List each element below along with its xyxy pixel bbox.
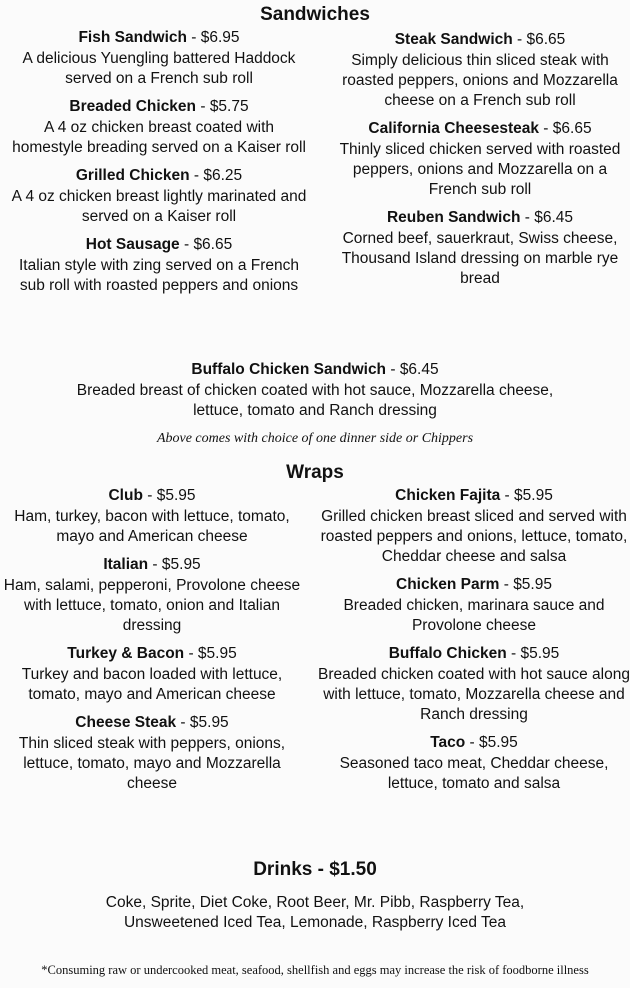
menu-item-separator: - bbox=[465, 734, 479, 751]
menu-item-description: Grilled chicken breast sliced and served with roasted peppers and onions, lettuce, tomato, Cheddar cheese and salsa bbox=[320, 508, 628, 565]
menu-item-description: A delicious Yuengling battered Haddock served on a French sub roll bbox=[22, 50, 296, 87]
menu-item-header bbox=[8, 166, 310, 185]
menu-item-separator: - bbox=[176, 714, 190, 731]
menu-item-separator: - bbox=[506, 645, 521, 662]
menu-item-name: Cheese Steak bbox=[75, 714, 177, 731]
menu-item-name: Steak Sandwich bbox=[394, 31, 513, 48]
menu-item-header bbox=[2, 713, 302, 732]
menu-item-name: Turkey & Bacon bbox=[67, 645, 185, 662]
menu-item-separator: - bbox=[186, 29, 201, 46]
menu-item-description: A 4 oz chicken breast lightly marinated and served on a Kaiser roll bbox=[11, 188, 307, 225]
menu-item-header bbox=[8, 28, 310, 47]
menu-item-price: $5.95 bbox=[156, 487, 196, 504]
featured-item-name: Buffalo Chicken Sandwich bbox=[191, 361, 387, 378]
menu-item-separator: - bbox=[499, 576, 514, 593]
menu-item-name: Hot Sausage bbox=[85, 236, 180, 253]
menu-item-price: $5.95 bbox=[514, 487, 553, 504]
menu-item bbox=[8, 166, 310, 227]
menu-item bbox=[8, 235, 310, 296]
menu-item-description: Thinly sliced chicken served with roasted peppers, onions and Mozzarella on a French sub roll bbox=[339, 141, 621, 198]
menu-item-name: Club bbox=[108, 487, 143, 504]
menu-item-separator: - bbox=[520, 209, 535, 226]
menu-item bbox=[318, 486, 630, 567]
menu-item-header bbox=[330, 208, 630, 227]
menu-item-separator: - bbox=[189, 167, 204, 184]
menu-item bbox=[2, 713, 302, 794]
menu-item-description: Ham, turkey, bacon with lettuce, tomato, mayo and American cheese bbox=[14, 508, 290, 545]
menu-item-price: $5.95 bbox=[161, 556, 201, 573]
menu-item-description: A 4 oz chicken breast coated with homestyle breading served on a Kaiser roll bbox=[12, 119, 306, 156]
menu-item-description: Italian style with zing served on a French sub roll with roasted peppers and onions bbox=[19, 257, 299, 294]
menu-item-header bbox=[2, 486, 302, 505]
menu-item-header bbox=[8, 97, 310, 116]
menu-item-description: Breaded chicken coated with hot sauce along with lettuce, tomato, Mozzarella cheese and Ranch dressing bbox=[318, 666, 630, 723]
sandwiches-heading: Sandwiches bbox=[260, 4, 370, 25]
wraps-heading: Wraps bbox=[286, 462, 344, 483]
menu-item-description: Breaded chicken, marinara sauce and Provolone cheese bbox=[343, 597, 605, 634]
menu-item-name: Buffalo Chicken bbox=[388, 645, 507, 662]
menu-item-price: $5.95 bbox=[189, 714, 229, 731]
menu-item-separator: - bbox=[179, 236, 194, 253]
featured-item bbox=[0, 360, 630, 421]
menu-item-name: Italian bbox=[103, 556, 149, 573]
menu-item bbox=[318, 575, 630, 636]
sides-note: Above comes with choice of one dinner side or Chippers bbox=[156, 431, 474, 446]
menu-item-price: $6.65 bbox=[526, 31, 566, 48]
wraps-left-column bbox=[2, 486, 302, 802]
menu-item-header bbox=[2, 644, 302, 663]
menu-item-header bbox=[318, 733, 630, 752]
menu-item-price: $5.75 bbox=[209, 98, 249, 115]
drinks-list bbox=[0, 893, 630, 933]
menu-item-separator: - bbox=[500, 487, 515, 504]
foodborne-illness-disclaimer: *Consuming raw or undercooked meat, seafood, shellfish and eggs may increase the risk of foodborne illness bbox=[41, 963, 589, 977]
menu-item-name: California Cheesesteak bbox=[368, 120, 539, 137]
menu-item-name: Chicken Fajita bbox=[395, 487, 501, 504]
menu-item-price: $6.95 bbox=[200, 29, 240, 46]
menu-item bbox=[2, 486, 302, 547]
menu-item-description: Turkey and bacon loaded with lettuce, tomato, mayo and American cheese bbox=[21, 666, 283, 703]
menu-item-price: $6.25 bbox=[203, 167, 243, 184]
menu-item bbox=[330, 208, 630, 289]
menu-item bbox=[8, 97, 310, 158]
menu-item-name: Fish Sandwich bbox=[78, 29, 187, 46]
menu-item-description: Thin sliced steak with peppers, onions, lettuce, tomato, mayo and Mozzarella cheese bbox=[18, 735, 286, 792]
menu-item-price: $5.95 bbox=[520, 645, 560, 662]
menu-item-price: $6.65 bbox=[193, 236, 233, 253]
featured-item-description: Breaded breast of chicken coated with hot sauce, Mozzarella cheese, lettuce, tomato and Ranch dressing bbox=[76, 382, 554, 419]
menu-item-name: Reuben Sandwich bbox=[386, 209, 521, 226]
menu-item-header bbox=[330, 119, 630, 138]
wraps-right-column bbox=[318, 486, 630, 802]
menu-item bbox=[8, 28, 310, 89]
drinks-list-text: Coke, Sprite, Diet Coke, Root Beer, Mr. Pibb, Raspberry Tea, Unsweetened Iced Tea, Lemonade, Raspberry Iced Tea bbox=[105, 894, 525, 931]
menu-item-header bbox=[318, 575, 630, 594]
menu-item-separator: - bbox=[512, 31, 527, 48]
menu-item-header bbox=[318, 486, 630, 505]
menu-item-header bbox=[2, 555, 302, 574]
sandwiches-right-column bbox=[330, 30, 630, 297]
menu-item-separator: - bbox=[184, 645, 198, 662]
menu-item-price: $6.45 bbox=[534, 209, 574, 226]
menu-item-name: Chicken Parm bbox=[396, 576, 500, 593]
menu-item-header bbox=[8, 235, 310, 254]
menu-item-header bbox=[330, 30, 630, 49]
menu-item-name: Grilled Chicken bbox=[75, 167, 190, 184]
menu-item-name: Taco bbox=[430, 734, 466, 751]
featured-item-separator: - bbox=[390, 361, 400, 378]
sandwiches-left-column bbox=[8, 28, 310, 304]
menu-item bbox=[318, 644, 630, 725]
menu-item-description: Seasoned taco meat, Cheddar cheese, lettuce, tomato and salsa bbox=[339, 755, 609, 792]
menu-item-description: Ham, salami, pepperoni, Provolone cheese with lettuce, tomato, onion and Italian dressing bbox=[3, 577, 301, 634]
menu-item-description: Simply delicious thin sliced steak with roasted peppers, onions and Mozzarella cheese on a French sub roll bbox=[342, 52, 618, 109]
menu-item-name: Breaded Chicken bbox=[69, 98, 197, 115]
featured-item-price: $6.45 bbox=[399, 361, 439, 378]
drinks-heading: Drinks - $1.50 bbox=[253, 859, 377, 880]
menu-item bbox=[330, 119, 630, 200]
menu-item-description: Corned beef, sauerkraut, Swiss cheese, Thousand Island dressing on marble rye bread bbox=[341, 230, 619, 287]
menu-item-price: $6.65 bbox=[552, 120, 592, 137]
menu-item bbox=[2, 555, 302, 636]
menu-item-price: $5.95 bbox=[479, 734, 518, 751]
menu-item-separator: - bbox=[539, 120, 553, 137]
menu-item-price: $5.95 bbox=[197, 645, 237, 662]
menu-item-separator: - bbox=[142, 487, 157, 504]
menu-item bbox=[330, 30, 630, 111]
menu-item-separator: - bbox=[196, 98, 210, 115]
menu-item bbox=[318, 733, 630, 794]
menu-item bbox=[2, 644, 302, 705]
menu-item-price: $5.95 bbox=[513, 576, 552, 593]
menu-item-header bbox=[318, 644, 630, 663]
menu-item-separator: - bbox=[148, 556, 162, 573]
